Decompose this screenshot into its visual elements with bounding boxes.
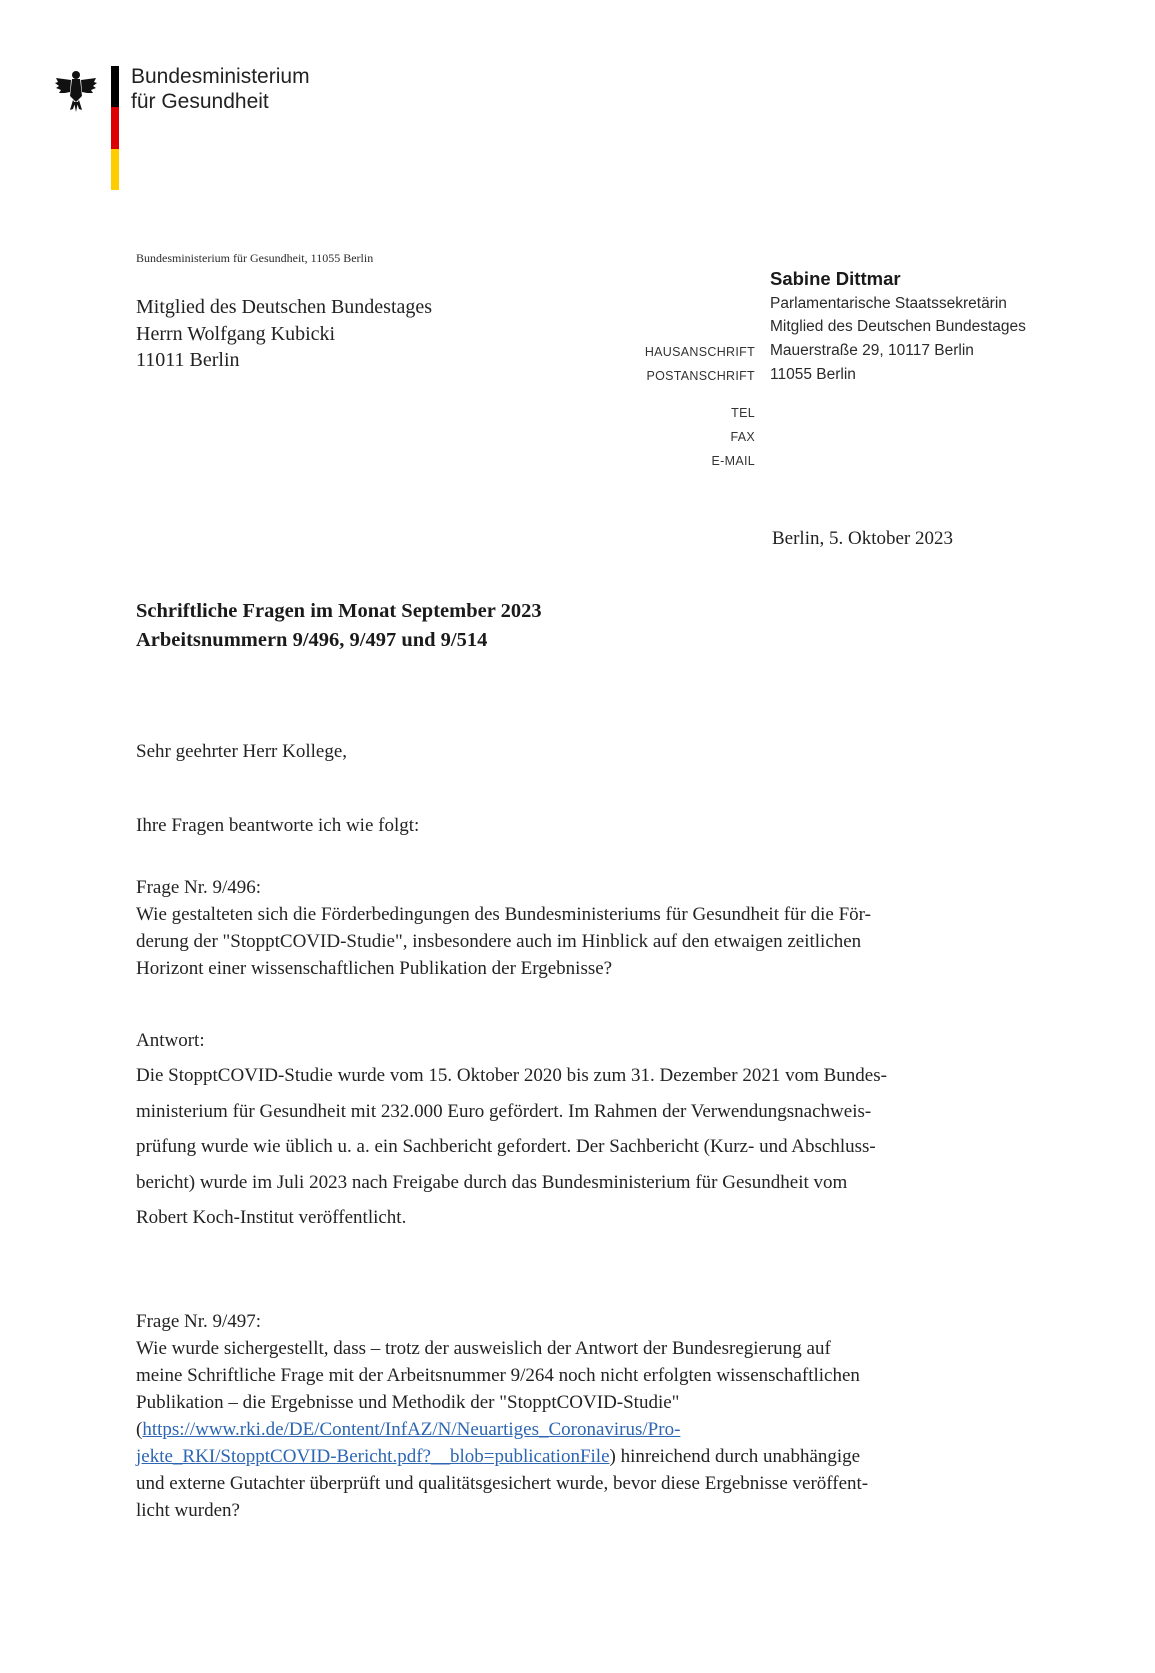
hausanschrift-value: Mauerstraße 29, 10117 Berlin — [770, 342, 974, 359]
ministry-name-line1: Bundesministerium — [131, 65, 310, 88]
answer-1-line: Die StopptCOVID-Studie wurde vom 15. Oktober 2020 bis zum 31. Dezember 2021 vom Bundes- — [136, 1065, 887, 1086]
question-1-label: Frage Nr. 9/496: — [136, 877, 262, 898]
rki-report-link-part2[interactable]: jekte_RKI/StopptCOVID-Bericht.pdf?__blob=publicationFile — [136, 1445, 610, 1467]
flag-red — [111, 107, 119, 148]
sender-return-address: Bundesministerium für Gesundheit, 11055 Berlin — [136, 251, 374, 265]
postanschrift-row — [0, 365, 1155, 387]
hausanschrift-label: HAUSANSCHRIFT — [644, 345, 755, 359]
salutation: Sehr geehrter Herr Kollege, — [136, 741, 348, 762]
flag-gold — [111, 149, 119, 190]
recipient-line1: Mitglied des Deutschen Bundestages — [136, 296, 433, 318]
letter-date: Berlin, 5. Oktober 2023 — [772, 528, 954, 549]
sender-title: Parlamentarische Staatssekretärin — [770, 295, 1007, 312]
email-row — [0, 450, 1155, 472]
flag-bar — [111, 66, 119, 190]
intro-text: Ihre Fragen beantworte ich wie folgt: — [136, 815, 420, 836]
tel-row — [0, 402, 1155, 424]
hausanschrift-row — [0, 341, 1155, 363]
rki-report-link-part1[interactable]: https://www.rki.de/DE/Content/InfAZ/N/Neuartiges_Coronavirus/Pro- — [142, 1418, 681, 1440]
question-2-line: und externe Gutachter überprüft und qualitätsgesichert wurde, bevor diese Ergebnisse veröffent- — [136, 1472, 869, 1494]
postanschrift-label: POSTANSCHRIFT — [646, 369, 755, 383]
fax-row — [0, 426, 1155, 448]
sender-role-row — [0, 317, 1155, 339]
question-2-label: Frage Nr. 9/497: — [136, 1310, 262, 1332]
tel-label: TEL — [731, 406, 755, 420]
fax-label: FAX — [730, 430, 755, 444]
subject-heading — [136, 597, 542, 655]
question-2-link-line1 — [136, 1416, 1096, 1443]
ministry-logo-text — [131, 64, 310, 114]
question-1-line: Horizont einer wissenschaftlichen Publikation der Ergebnisse? — [136, 958, 613, 979]
question-2-line: Publikation – die Ergebnisse und Methodik der "StopptCOVID-Studie" — [136, 1391, 680, 1413]
link-open-paren: ( — [136, 1418, 143, 1440]
sender-title-row — [0, 294, 1155, 316]
postanschrift-value: 11055 Berlin — [770, 366, 856, 383]
question-2-line: licht wurden? — [136, 1499, 240, 1521]
question-2-line: meine Schriftliche Frage mit der Arbeitsnummer 9/264 noch nicht erfolgten wissenschaftlichen — [136, 1364, 860, 1386]
answer-1-line: ministerium für Gesundheit mit 232.000 Euro gefördert. Im Rahmen der Verwendungsnachweis- — [136, 1100, 872, 1122]
answer-1-label: Antwort: — [136, 1030, 205, 1051]
answer-1-line: prüfung wurde wie üblich u. a. ein Sachbericht gefordert. Der Sachbericht (Kurz- und Abschluss- — [136, 1136, 876, 1157]
question-2-link-line2 — [136, 1443, 1096, 1470]
email-label: E-MAIL — [711, 454, 755, 468]
question-2-line: Wie wurde sichergestellt, dass – trotz der ausweislich der Antwort der Bundesregierung auf — [136, 1337, 831, 1359]
recipient-line3: 11011 Berlin — [136, 349, 240, 371]
ministry-name-line2: für Gesundheit — [131, 90, 269, 113]
subject-line1: Schriftliche Fragen im Monat September 2023 — [136, 600, 542, 622]
recipient-line2: Herrn Wolfgang Kubicki — [136, 322, 336, 345]
federal-eagle-icon — [52, 66, 100, 114]
subject-line2: Arbeitsnummern 9/496, 9/497 und 9/514 — [136, 629, 488, 651]
letter-body — [136, 738, 1096, 1524]
sender-role: Mitglied des Deutschen Bundestages — [770, 318, 1026, 335]
answer-1-line: Robert Koch-Institut veröffentlicht. — [136, 1207, 407, 1228]
question-1-line: Wie gestalteten sich die Förderbedingungen des Bundesministeriums für Gesundheit für die För- — [136, 904, 871, 925]
answer-1-line: bericht) wurde im Juli 2023 nach Freigabe durch das Bundesministerium für Gesundheit vom — [136, 1171, 848, 1193]
question-1-line: derung der "StopptCOVID-Studie", insbesondere auch im Hinblick auf den etwaigen zeitlichen — [136, 931, 862, 952]
sender-name: Sabine Dittmar — [770, 268, 901, 289]
after-link-text: ) hinreichend durch unabhängige — [609, 1445, 861, 1467]
flag-black — [111, 66, 119, 107]
